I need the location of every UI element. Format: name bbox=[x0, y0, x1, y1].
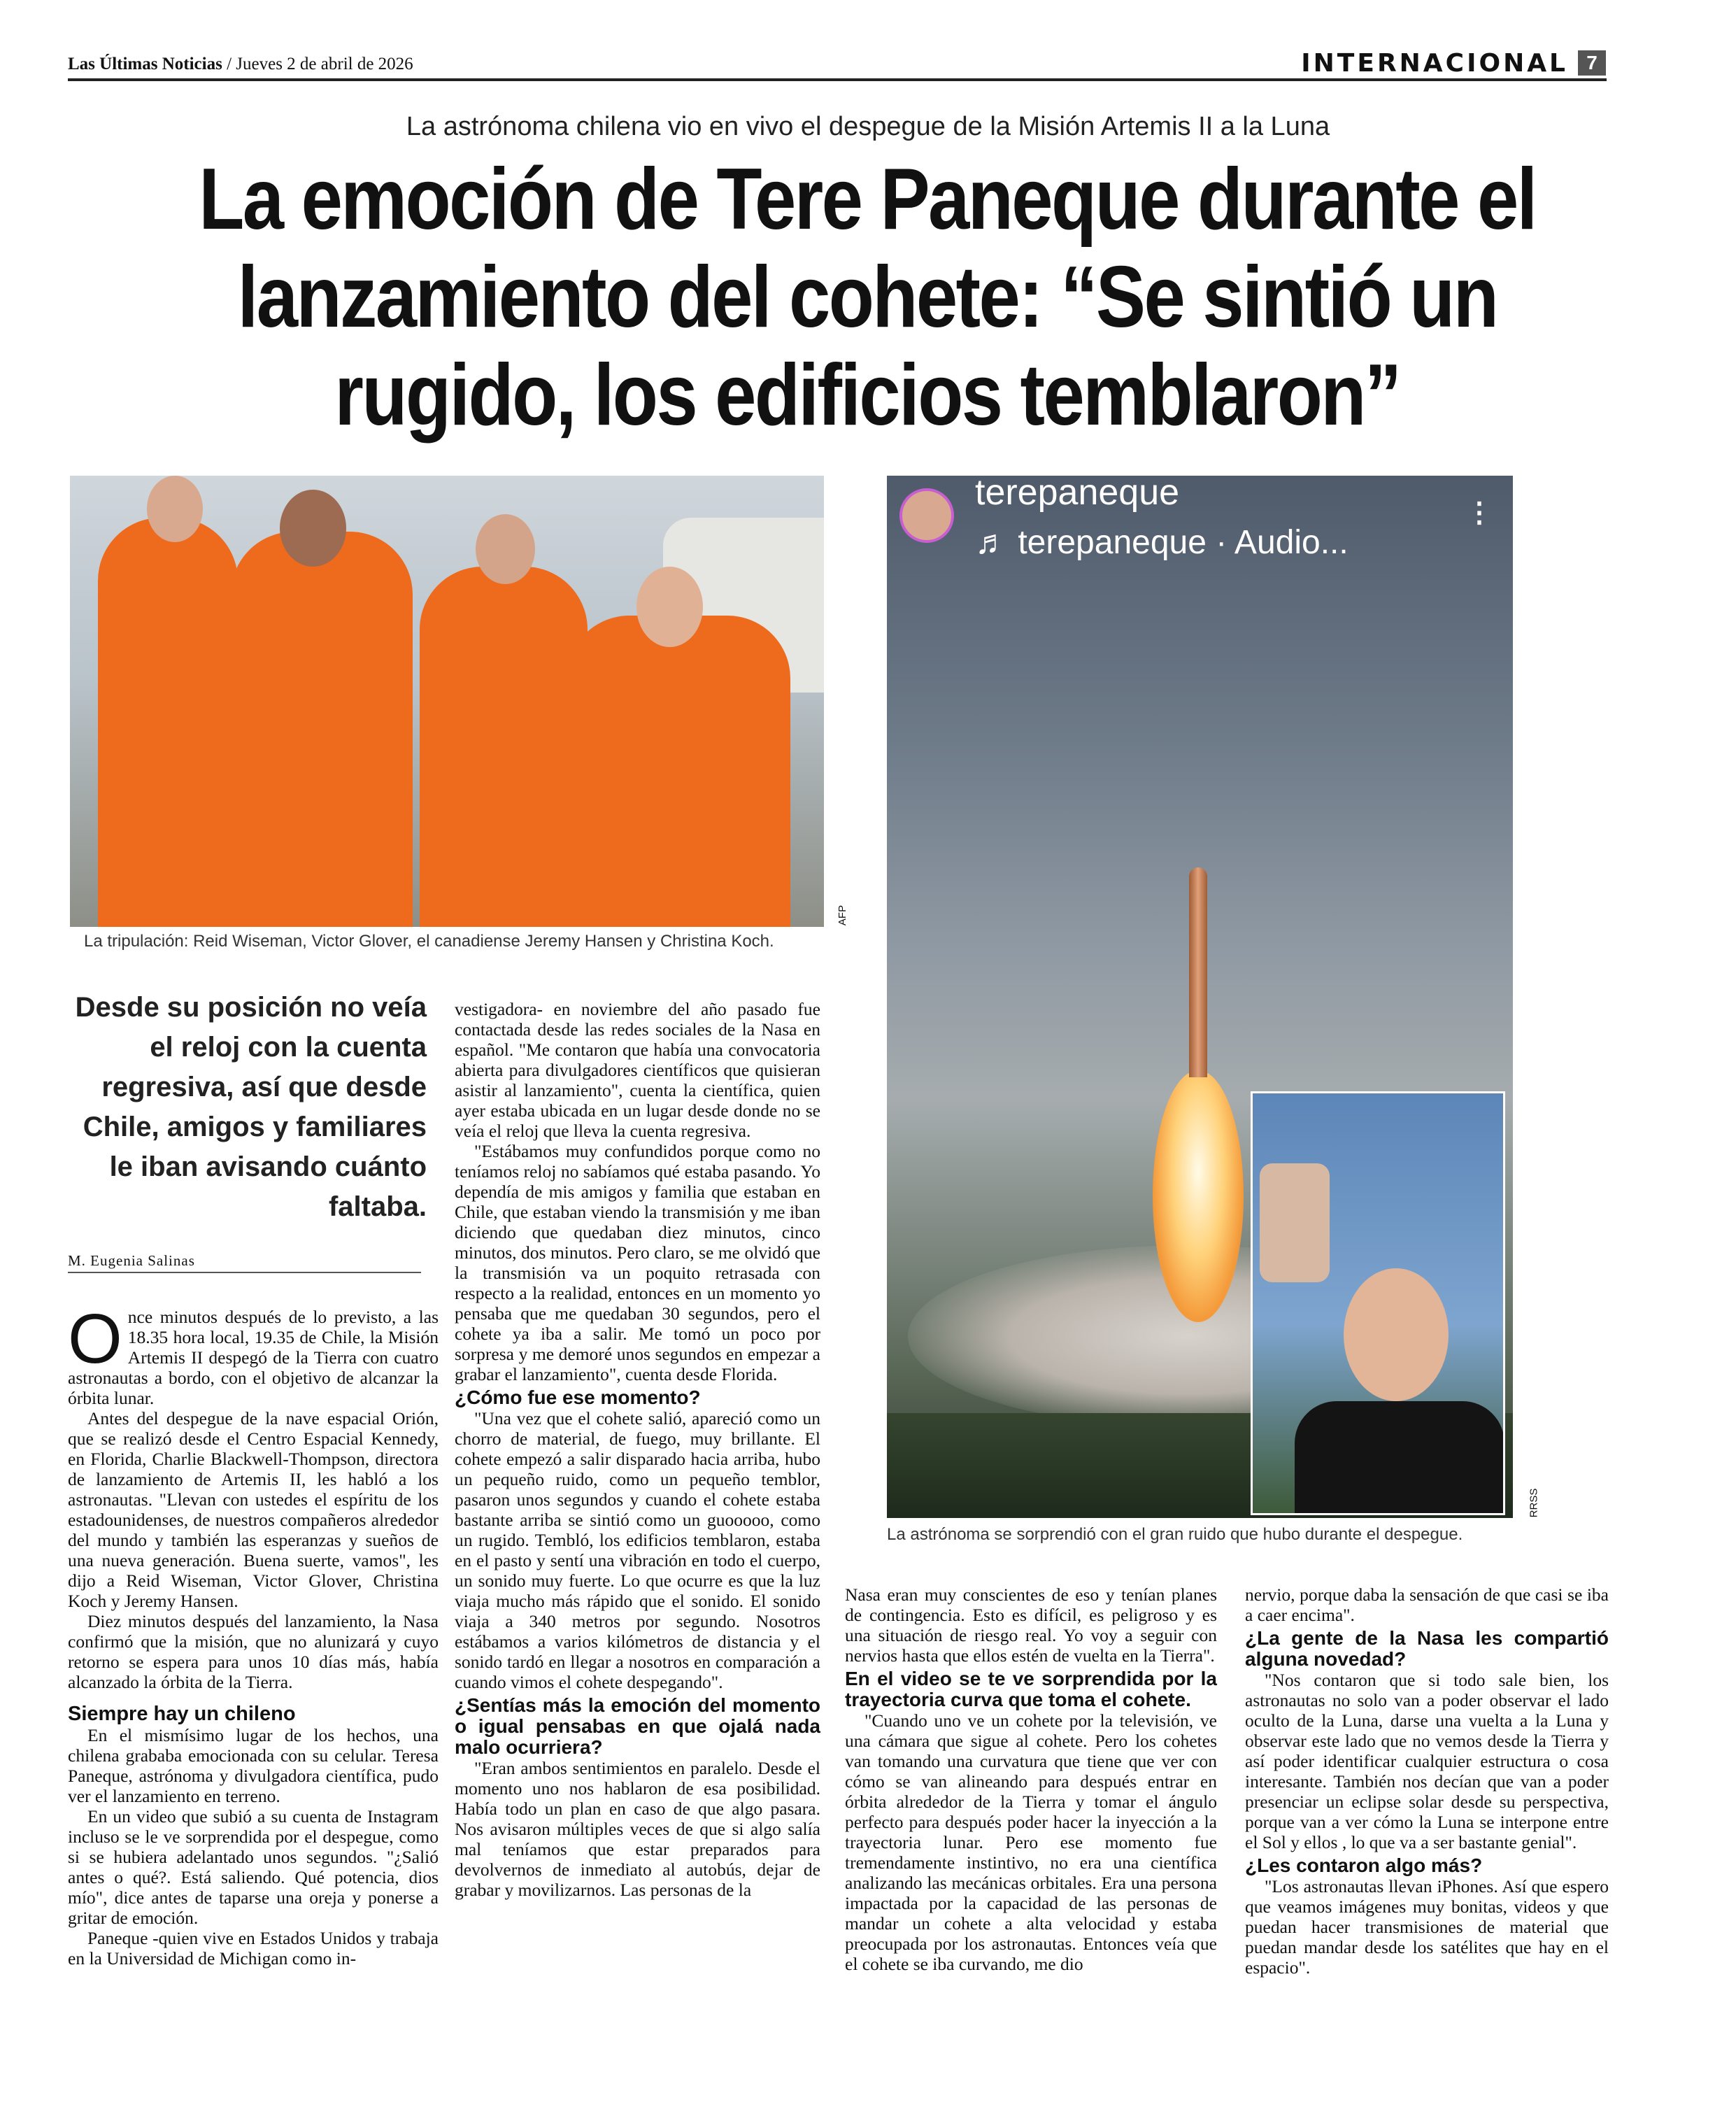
drop-cap: O bbox=[68, 1300, 122, 1378]
interview-question: ¿Cómo fue ese momento? bbox=[455, 1386, 701, 1408]
paragraph: "Los astronautas llevan iPhones. Así que espero que veamos imágenes muy bonitas, videos y que puedan hacer transmisiones de material que puedan mandar desde los satélites que hay en el espacio". bbox=[1245, 1876, 1609, 1978]
paragraph: En el mismísimo lugar de los hechos, una chilena grababa emocionada con su celular. Teresa Paneque, astrónoma y divulgadora científica, pudo ver el lanzamiento en terreno. bbox=[68, 1725, 439, 1806]
subheading: Siempre hay un chileno bbox=[68, 1703, 296, 1725]
paragraph: "Eran ambos sentimientos en paralelo. Desde el momento uno nos hablaron de esa posibilidad. Había todo un plan en caso de que algo pasara. Nos avisaron múltiples veces de que si algo salía mal teníamos que estar preparados para devolvernos de inmediato al autobús, dejar de grabar y movilizarnos. Las personas de la bbox=[455, 1758, 820, 1900]
article-column-2 bbox=[455, 999, 820, 1900]
header-separator: / bbox=[222, 55, 236, 73]
photo-caption: La tripulación: Reid Wiseman, Victor Glover, el canadiense Jeremy Hansen y Christina Koch. bbox=[84, 932, 774, 951]
article-column-3 bbox=[845, 1584, 1217, 1974]
astronaut-3 bbox=[420, 567, 588, 927]
photo-caption: La astrónoma se sorprendió con el gran ruido que hubo durante el despegue. bbox=[887, 1525, 1463, 1544]
astronaut-2 bbox=[231, 532, 413, 927]
paragraph: "Una vez que el cohete salió, apareció como un chorro de material, de fuego, muy brillante. El cohete empezó a salir disparado hacia arriba, hubo un pequeño ruido, como un pequeño temblor, pasaron unos segundos y cuando el cohete estaba bastante arriba se sintió como un guooooo, como un rugido. Tembló, los edificios temblaron, estaba en el pasto y sentí una vibración en todo el cuerpo, un sonido muy fuerte. Lo que ocurre es que la luz viaja mucho más rápido que el sonido. El sonido viaja a 340 metros por segundo. Nosotros estábamos a varios kilómetros de distancia y el sonido tardó en llegar a nosotros en comparación a cuando vimos el cohete despegando". bbox=[455, 1408, 820, 1692]
interview-question: En el video se te ve sorprendida por la trayectoria curva que toma el cohete. bbox=[845, 1668, 1217, 1710]
article-column-4 bbox=[1245, 1584, 1609, 1978]
paragraph bbox=[68, 1300, 439, 1408]
paragraph: "Nos contaron que si todo sale bien, los astronautas no solo van a poder observar el lado oculto de la Luna, darse una vuelta a la Luna y observar este lado que no vemos desde la Tierra y así poder identificar cualquier estructura o cosa interesante. También nos decían que van a poder presenciar un eclipse solar desde su perspectiva, porque van a ver cómo la Luna se interpone entre el Sol y ellos , lo que va a ser bastante genial". bbox=[1245, 1670, 1609, 1852]
overlay-username: terepaneque bbox=[975, 476, 1180, 513]
paragraph: Paneque -quien vive en Estados Unidos y trabaja en la Universidad de Michigan como in- bbox=[68, 1928, 439, 1969]
astronaut-1-head bbox=[147, 476, 203, 542]
crew-photo bbox=[70, 476, 824, 927]
paragraph-text: nce minutos después de lo previsto, a las 18.35 hora local, 19.35 de Chile, la Misión Artemis II despegó de la Tierra con cuatro astronautas a bordo, con el objetivo de alcanzar la órbita lunar. bbox=[68, 1307, 439, 1408]
more-options-icon: ⋮ bbox=[1465, 497, 1493, 528]
paragraph: "Estábamos muy confundidos porque como no teníamos reloj no sabíamos qué estaba pasando. Yo dependía de mis amigos y familia que estaban en Chile, que estaban viendo la transmisión y me iban diciendo que quedaban diez minutos, cinco minutos, dos minutos. Pero claro, se me olvidó que la transmisión va un poquito retrasada con respecto a la realidad, entonces en un momento yo pensaba que me quedaban 30 segundos, pero el cohete ya iba a salir. Me tomó un poco por sorpresa y me demoré unos segundos en empezar a grabar el lanzamiento", cuenta desde Florida. bbox=[455, 1141, 820, 1384]
pullquote: Desde su posición no veía el reloj con la cuenta regresiva, así que desde Chile, amigos y familiares le iban avisando cuánto faltaba. bbox=[75, 992, 427, 1222]
kicker: La astrónoma chilena vio en vivo el despegue de la Misión Artemis II a la Luna bbox=[406, 112, 1330, 141]
astronaut-4 bbox=[567, 616, 790, 927]
avatar bbox=[899, 488, 954, 543]
paragraph: vestigadora- en noviembre del año pasado fue contactada desde las redes sociales de la Nasa en español. "Me contaron que había una convocatoria abierta para divulgadores científicos que quisieran asistir al lanzamiento", cuenta la científica, quien ayer estaba ubicada en un lugar desde donde no se veía el reloj que lleva la cuenta regresiva. bbox=[455, 999, 820, 1141]
section-name: INTERNACIONAL bbox=[1301, 49, 1568, 78]
issue-date: Jueves 2 de abril de 2026 bbox=[236, 55, 413, 73]
interview-question: ¿Sentías más la emoción del momento o igual pensabas en que ojalá nada malo ocurriera? bbox=[455, 1694, 820, 1758]
interview-question: ¿La gente de la Nasa les compartió alguna novedad? bbox=[1245, 1627, 1609, 1670]
paragraph: "Cuando uno ve un cohete por la televisión, ve una cámara que sigue al cohete. Pero los cohetes van tomando una curvatura que tiene que ver con cómo se van alineando para después entrar en órbita alrededor de la Tierra y tomar el ángulo perfecto para después poder hacer la inyección a la trayectoria lunar. Pero ese momento fue tremendamente instintivo, no era una científica analizando las mecánicas orbitales. Era una persona impactada por la capacidad de las personas de mandar un cohete a alta velocidad y estaba preocupada por los astronautas. Entonces veía que el cohete se iba curvando, me dio bbox=[845, 1710, 1217, 1974]
byline: M. Eugenia Salinas bbox=[68, 1252, 195, 1269]
header-rule bbox=[68, 78, 1607, 81]
photo-credit: AFP bbox=[837, 905, 849, 926]
paragraph: Diez minutos después del lanzamiento, la Nasa confirmó que la misión, que no alunizará y cuyo retorno se espera para unos 10 días más, había alcanzado la órbita de la Tierra. bbox=[68, 1611, 439, 1692]
rocket-flame bbox=[1153, 1070, 1244, 1322]
paragraph: En un video que subió a su cuenta de Instagram incluso se le ve sorprendida por el despegue, como si se hubiera adelantado unos segundos. "¿Salió antes o qué?. Está saliendo. Qué potencia, dios mío", dice antes de taparse una oreja y ponerse a gritar de emoción. bbox=[68, 1806, 439, 1928]
paragraph: Nasa eran muy conscientes de eso y tenían planes de contingencia. Esto es difícil, es peligroso y es una situación de riesgo real. Yo voy a seguir con nervios hasta que ellos estén de vuelta en la Tierra". bbox=[845, 1584, 1217, 1666]
rocket bbox=[1189, 867, 1207, 1077]
paragraph: nervio, porque daba la sensación de que casi se iba a caer encima". bbox=[1245, 1584, 1609, 1625]
selfie-inset bbox=[1251, 1091, 1505, 1515]
photo-credit: RRSS bbox=[1528, 1488, 1540, 1518]
headline: La emoción de Tere Paneque durante el lanzamiento del cohete: “Se sintió un rugido, los edificios temblaron” bbox=[199, 151, 1536, 444]
byline-rule bbox=[68, 1272, 421, 1273]
page-header-left bbox=[68, 55, 413, 74]
astronaut-4-head bbox=[636, 567, 703, 647]
selfie-face bbox=[1344, 1268, 1449, 1401]
phone-shape bbox=[1260, 1163, 1330, 1282]
astronaut-3-head bbox=[476, 514, 535, 584]
astronaut-2-head bbox=[280, 490, 346, 567]
astronaut-1 bbox=[98, 518, 238, 927]
paragraph: Antes del despegue de la nave espacial Orión, que se realizó desde el Centro Espacial Kennedy, en Florida, Charlie Blackwell-Thompson, directora de lanzamiento de Artemis II, les habló a los astronautas. "Llevan con ustedes el espíritu de los estadounidenses, de nuestros compañeros alrededor del mundo y también las esperanzas y sueños de una nueva generación. Buena suerte, vamos", les dijo a Reid Wiseman, Victor Glover, Christina Koch y Jeremy Hansen. bbox=[68, 1408, 439, 1611]
interview-question: ¿Les contaron algo más? bbox=[1245, 1854, 1483, 1876]
selfie-shirt bbox=[1295, 1401, 1504, 1515]
overlay-audio-label: ♬ terepaneque · Audio... bbox=[975, 524, 1349, 561]
publication-name: Las Últimas Noticias bbox=[68, 55, 222, 73]
article-column-1 bbox=[68, 1300, 439, 1969]
page-number: 7 bbox=[1578, 50, 1606, 76]
launch-photo bbox=[887, 476, 1513, 1518]
